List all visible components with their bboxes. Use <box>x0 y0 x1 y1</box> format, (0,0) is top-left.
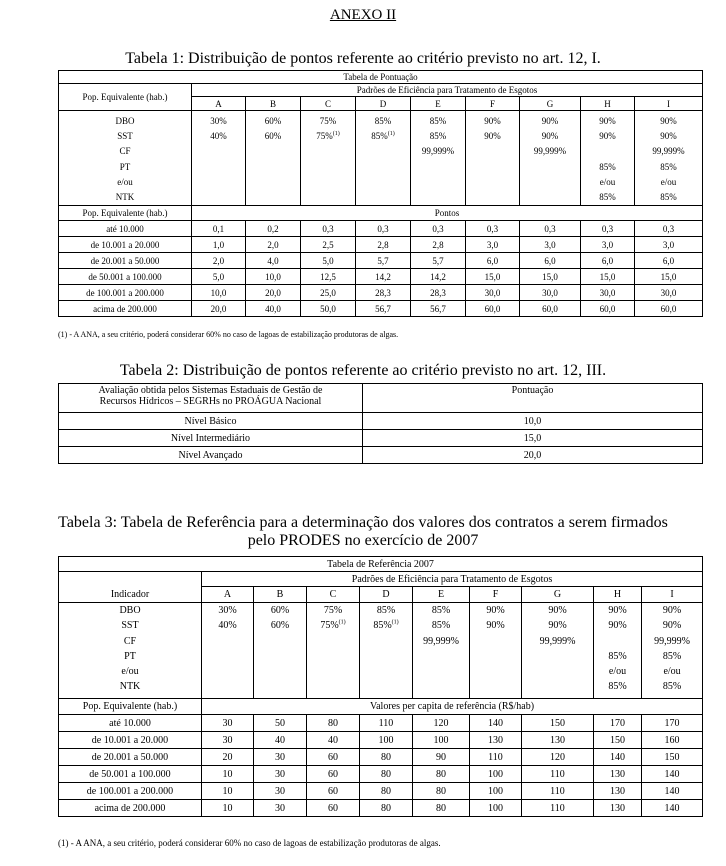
row-value: 30,0 <box>520 285 581 301</box>
param-value: 90% <box>608 620 627 632</box>
table1-params-b <box>246 111 301 206</box>
row-value: 150 <box>522 715 594 732</box>
table3-col-header: A <box>202 587 254 603</box>
row-label: de 100.001 a 200.000 <box>59 285 192 301</box>
indicator-label: SST <box>121 620 139 632</box>
row-value: 2,0 <box>246 237 301 253</box>
row-value: 100 <box>470 800 522 817</box>
row-value: 0,3 <box>466 221 520 237</box>
param-value: 75% <box>323 605 343 616</box>
table2-row-label: Nível Básico <box>59 413 363 430</box>
row-value: 80 <box>360 749 413 766</box>
param-value: 85% <box>373 620 392 632</box>
row-value: 110 <box>470 749 522 766</box>
table3-indicador-header: Indicador <box>59 587 202 603</box>
row-value: 80 <box>413 766 470 783</box>
row-label: de 50.001 a 100.000 <box>59 269 192 285</box>
table1-params-a <box>192 111 246 206</box>
table3-note: (1) - A ANA, a seu critério, poderá considerar 60% no caso de lagoas de estabilização produtoras de algas. <box>58 838 441 848</box>
table-row <box>59 766 703 783</box>
row-value: 10,0 <box>246 269 301 285</box>
row-value: 150 <box>594 732 642 749</box>
row-value: 1,0 <box>192 237 246 253</box>
table3-col-header: E <box>413 587 470 603</box>
indicator-label: e/ou <box>121 666 139 678</box>
row-value: 60 <box>307 783 360 800</box>
table1-band-right: Pontos <box>192 206 703 221</box>
footnote-mark: (1) <box>391 619 399 626</box>
param-value: 90% <box>548 605 567 616</box>
footnote-mark: (1) <box>332 131 340 138</box>
row-label: acima de 200.000 <box>59 800 202 817</box>
row-value: 2,5 <box>301 237 356 253</box>
row-value: 0,2 <box>246 221 301 237</box>
row-value: 30 <box>254 800 307 817</box>
table1-params-h <box>581 111 635 206</box>
row-value: 140 <box>642 766 703 783</box>
param-value <box>581 144 634 159</box>
table1-params-c <box>301 111 356 206</box>
row-value: 80 <box>307 715 360 732</box>
table3-caption-line2: pelo PRODES no exercício de 2007 <box>247 532 479 549</box>
table3-params-i <box>642 603 703 699</box>
row-value: 15,0 <box>581 269 635 285</box>
table3-title: Tabela de Referência 2007 <box>59 557 703 572</box>
table3-col-header: H <box>594 587 642 603</box>
param-value: 90% <box>662 605 682 616</box>
row-value: 6,0 <box>520 253 581 269</box>
row-label: até 10.000 <box>59 715 202 732</box>
row-value: 40 <box>254 732 307 749</box>
row-value: 140 <box>470 715 522 732</box>
row-value: 60,0 <box>581 301 635 317</box>
row-value: 15,0 <box>520 269 581 285</box>
table1-body <box>59 221 703 317</box>
table3 <box>58 556 703 817</box>
param-value: 85% <box>608 650 627 662</box>
indicator-label: CF <box>123 635 137 647</box>
table1-col-header: H <box>581 97 635 111</box>
row-value: 160 <box>642 732 703 749</box>
table2-header-left: Avaliação obtida pelos Sistemas Estaduais de Gestão de Recursos Hídricos – SEGRHs no PROÁGUA Nacional <box>59 384 363 413</box>
table3-band-left: Pop. Equivalente (hab.) <box>59 699 202 715</box>
table3-params-d <box>360 603 413 699</box>
row-value: 140 <box>642 783 703 800</box>
row-value: 170 <box>594 715 642 732</box>
table2-row-value: 15,0 <box>363 430 703 447</box>
row-value: 30,0 <box>581 285 635 301</box>
row-value: 140 <box>594 749 642 766</box>
param-value: 75% <box>320 620 339 632</box>
row-value: 30,0 <box>466 285 520 301</box>
table3-blank-corner <box>59 572 202 587</box>
row-label: de 100.001 a 200.000 <box>59 783 202 800</box>
param-value: e/ou <box>608 666 627 678</box>
param-value: 85% <box>371 131 388 142</box>
row-value: 100 <box>470 783 522 800</box>
table3-col-header: G <box>522 587 594 603</box>
footnote-mark: (1) <box>338 619 346 626</box>
table-row <box>59 221 703 237</box>
table3-params-b <box>254 603 307 699</box>
table1-col-header: C <box>301 97 356 111</box>
row-value: 110 <box>522 800 594 817</box>
row-value: 100 <box>413 732 470 749</box>
table-row <box>59 783 703 800</box>
indicator-label: SST <box>117 131 133 142</box>
row-label: até 10.000 <box>59 221 192 237</box>
table1-params-d <box>356 111 411 206</box>
row-value: 140 <box>642 800 703 817</box>
table3-params-h <box>594 603 642 699</box>
row-value: 10 <box>202 783 254 800</box>
param-value: 85% <box>660 192 677 203</box>
row-value: 20 <box>202 749 254 766</box>
table1 <box>58 70 703 317</box>
table-row <box>59 749 703 766</box>
param-value: 85% <box>662 650 682 662</box>
table1-col-header: F <box>466 97 520 111</box>
table-row <box>59 237 703 253</box>
row-value: 110 <box>360 715 413 732</box>
row-value: 60 <box>307 800 360 817</box>
table3-col-header: B <box>254 587 307 603</box>
param-value: 85% <box>660 161 677 172</box>
row-value: 170 <box>642 715 703 732</box>
indicator-label: PT <box>119 161 131 172</box>
table3-col-header: D <box>360 587 413 603</box>
row-value: 80 <box>360 766 413 783</box>
param-value: 99,999% <box>533 146 567 157</box>
table-row <box>59 285 703 301</box>
table3-col-header: C <box>307 587 360 603</box>
row-value: 30,0 <box>635 285 703 301</box>
row-label: de 50.001 a 100.000 <box>59 766 202 783</box>
indicator-label: PT <box>124 650 136 662</box>
indicator-label: DBO <box>119 605 141 616</box>
param-value: 85% <box>599 192 616 203</box>
row-value: 10 <box>202 766 254 783</box>
param-value: 90% <box>662 620 682 632</box>
row-value: 10 <box>202 800 254 817</box>
param-value: 99,999% <box>421 146 455 157</box>
param-value-with-note <box>356 129 410 144</box>
table3-params-e <box>413 603 470 699</box>
table1-band-left: Pop. Equivalente (hab.) <box>59 206 192 221</box>
param-value: 85% <box>431 620 451 632</box>
row-label: de 20.001 a 50.000 <box>59 749 202 766</box>
table1-col-header: E <box>411 97 466 111</box>
row-value: 3,0 <box>635 237 703 253</box>
row-value: 2,0 <box>192 253 246 269</box>
param-value: e/ou <box>663 666 681 678</box>
row-value: 30 <box>202 732 254 749</box>
table2-header-right: Pontuação <box>363 384 703 413</box>
row-value: 5,7 <box>356 253 411 269</box>
table2-row-label: Nível Avançado <box>59 447 363 464</box>
param-value-with-note <box>301 129 355 144</box>
row-value: 110 <box>522 766 594 783</box>
table1-pop-header: Pop. Equivalente (hab.) <box>59 84 192 111</box>
indicator-label: CF <box>119 146 131 157</box>
row-value: 2,8 <box>411 237 466 253</box>
param-value: 75% <box>319 116 337 126</box>
row-value: 0,3 <box>356 221 411 237</box>
table1-col-header: G <box>520 97 581 111</box>
param-value: 40% <box>210 131 227 142</box>
row-value: 2,8 <box>356 237 411 253</box>
row-value: 130 <box>470 732 522 749</box>
table2-row-label: Nível Intermediário <box>59 430 363 447</box>
row-value: 100 <box>360 732 413 749</box>
row-value: 0,1 <box>192 221 246 237</box>
table3-col-header: I <box>642 587 703 603</box>
row-value: 60,0 <box>466 301 520 317</box>
row-label: de 10.001 a 20.000 <box>59 732 202 749</box>
table3-params-c <box>307 603 360 699</box>
row-value: 40 <box>307 732 360 749</box>
param-value: 99,999% <box>539 635 576 647</box>
row-value: 60 <box>307 766 360 783</box>
param-value: 90% <box>548 620 567 632</box>
row-value: 20,0 <box>246 285 301 301</box>
table3-caption-line1: Tabela 3: Tabela de Referência para a determinação dos valores dos contratos a serem firmados <box>58 514 668 531</box>
row-label: de 20.001 a 50.000 <box>59 253 192 269</box>
table1-padroes-header: Padrões de Eficiência para Tratamento de Esgotos <box>192 84 703 97</box>
row-value: 15,0 <box>466 269 520 285</box>
param-value: 90% <box>484 131 501 142</box>
row-value: 130 <box>594 783 642 800</box>
param-value: 60% <box>264 131 282 142</box>
table2-row-value: 10,0 <box>363 413 703 430</box>
row-value: 3,0 <box>466 237 520 253</box>
row-value: 6,0 <box>635 253 703 269</box>
row-value: 3,0 <box>520 237 581 253</box>
row-value: 110 <box>522 783 594 800</box>
row-value: 5,0 <box>192 269 246 285</box>
indicator-label: DBO <box>115 116 135 126</box>
param-value: 85% <box>376 605 396 616</box>
row-value: 3,0 <box>581 237 635 253</box>
table1-caption: Tabela 1: Distribuição de pontos referente ao critério previsto no art. 12, I. <box>125 50 601 67</box>
param-value: 90% <box>484 116 501 126</box>
param-value: 85% <box>429 131 447 142</box>
indicator-label: NTK <box>119 681 141 693</box>
table3-padroes-header: Padrões de Eficiência para Tratamento de Esgotos <box>202 572 703 587</box>
table1-params-i <box>635 111 703 206</box>
param-value: 90% <box>541 116 559 126</box>
table-row <box>59 269 703 285</box>
table1-note: (1) - A ANA, a seu critério, poderá considerar 60% no caso de lagoas de estabilização produtoras de algas. <box>58 330 399 339</box>
param-value: 90% <box>541 131 559 142</box>
table1-params-g <box>520 111 581 206</box>
param-value: 90% <box>486 605 505 616</box>
row-value: 14,2 <box>356 269 411 285</box>
table3-params-f <box>470 603 522 699</box>
param-value: 85% <box>374 116 392 126</box>
param-value: 85% <box>599 161 616 172</box>
row-value: 60,0 <box>635 301 703 317</box>
row-value: 0,3 <box>581 221 635 237</box>
param-value: 90% <box>599 116 616 126</box>
row-value: 6,0 <box>466 253 520 269</box>
indicator-label: NTK <box>115 192 135 203</box>
table1-indicators <box>59 111 192 206</box>
row-value: 5,0 <box>301 253 356 269</box>
row-value: 60 <box>307 749 360 766</box>
row-value: 25,0 <box>301 285 356 301</box>
param-value: 60% <box>270 605 290 616</box>
table-row <box>59 800 703 817</box>
row-value: 30 <box>202 715 254 732</box>
table1-col-header: A <box>192 97 246 111</box>
table1-col-header: D <box>356 97 411 111</box>
row-value: 4,0 <box>246 253 301 269</box>
row-value: 10,0 <box>192 285 246 301</box>
row-value: 28,3 <box>411 285 466 301</box>
row-value: 80 <box>360 800 413 817</box>
param-value: 85% <box>662 681 682 693</box>
row-value: 14,2 <box>411 269 466 285</box>
row-value: 40,0 <box>246 301 301 317</box>
param-value <box>594 634 641 649</box>
table3-body <box>59 715 703 817</box>
param-value: e/ou <box>599 176 616 187</box>
row-value: 90 <box>413 749 470 766</box>
row-value: 30 <box>254 766 307 783</box>
table3-indicators <box>59 603 202 699</box>
row-value: 130 <box>594 800 642 817</box>
param-value: 99,999% <box>654 635 690 647</box>
table-row <box>59 253 703 269</box>
row-value: 56,7 <box>356 301 411 317</box>
row-value: 0,3 <box>301 221 356 237</box>
row-value: 80 <box>413 783 470 800</box>
table1-params-e <box>411 111 466 206</box>
row-value: 6,0 <box>581 253 635 269</box>
row-value: 100 <box>470 766 522 783</box>
row-value: 130 <box>522 732 594 749</box>
row-value: 0,3 <box>411 221 466 237</box>
param-value: 90% <box>608 605 627 616</box>
table1-params-f <box>466 111 520 206</box>
param-value: 30% <box>210 116 227 126</box>
param-value: e/ou <box>660 176 677 187</box>
param-value: 90% <box>660 131 677 142</box>
row-value: 15,0 <box>635 269 703 285</box>
table2 <box>58 383 703 464</box>
param-value: 99,999% <box>652 146 685 157</box>
row-value: 28,3 <box>356 285 411 301</box>
footnote-mark: (1) <box>387 131 395 138</box>
param-value: 90% <box>486 620 505 632</box>
row-value: 5,7 <box>411 253 466 269</box>
table3-params-a <box>202 603 254 699</box>
param-value: 99,999% <box>423 635 459 647</box>
param-value: 85% <box>608 681 627 693</box>
row-value: 30 <box>254 749 307 766</box>
row-value: 30 <box>254 783 307 800</box>
row-value: 12,5 <box>301 269 356 285</box>
row-value: 0,3 <box>635 221 703 237</box>
row-value: 120 <box>522 749 594 766</box>
param-value: 75% <box>316 131 333 142</box>
table3-band-right: Valores per capita de referência (R$/hab) <box>202 699 703 715</box>
indicator-label: e/ou <box>117 176 133 187</box>
param-value: 60% <box>270 620 290 632</box>
param-value: 85% <box>431 605 451 616</box>
table-row <box>59 301 703 317</box>
param-value: 30% <box>218 605 237 616</box>
anexo-title: ANEXO II <box>329 7 397 23</box>
param-value-with-note <box>360 618 412 633</box>
table1-col-header: I <box>635 97 703 111</box>
param-value: 40% <box>218 620 237 632</box>
table3-col-header: F <box>470 587 522 603</box>
row-value: 120 <box>413 715 470 732</box>
param-value: 85% <box>429 116 447 126</box>
row-value: 80 <box>360 783 413 800</box>
row-value: 60,0 <box>520 301 581 317</box>
param-value: 90% <box>660 116 677 126</box>
table1-col-header: B <box>246 97 301 111</box>
param-value: 90% <box>599 131 616 142</box>
row-value: 150 <box>642 749 703 766</box>
row-value: 50 <box>254 715 307 732</box>
row-value: 20,0 <box>192 301 246 317</box>
table-row <box>59 732 703 749</box>
row-value: 80 <box>413 800 470 817</box>
row-value: 50,0 <box>301 301 356 317</box>
row-label: acima de 200.000 <box>59 301 192 317</box>
row-label: de 10.001 a 20.000 <box>59 237 192 253</box>
param-value: 60% <box>264 116 282 126</box>
row-value: 130 <box>594 766 642 783</box>
table2-row-value: 20,0 <box>363 447 703 464</box>
table3-params-g <box>522 603 594 699</box>
table1-title: Tabela de Pontuação <box>59 71 703 84</box>
table-row <box>59 715 703 732</box>
row-value: 0,3 <box>520 221 581 237</box>
table2-caption: Tabela 2: Distribuição de pontos referente ao critério previsto no art. 12, III. <box>119 362 607 379</box>
param-value-with-note <box>307 618 359 633</box>
row-value: 56,7 <box>411 301 466 317</box>
